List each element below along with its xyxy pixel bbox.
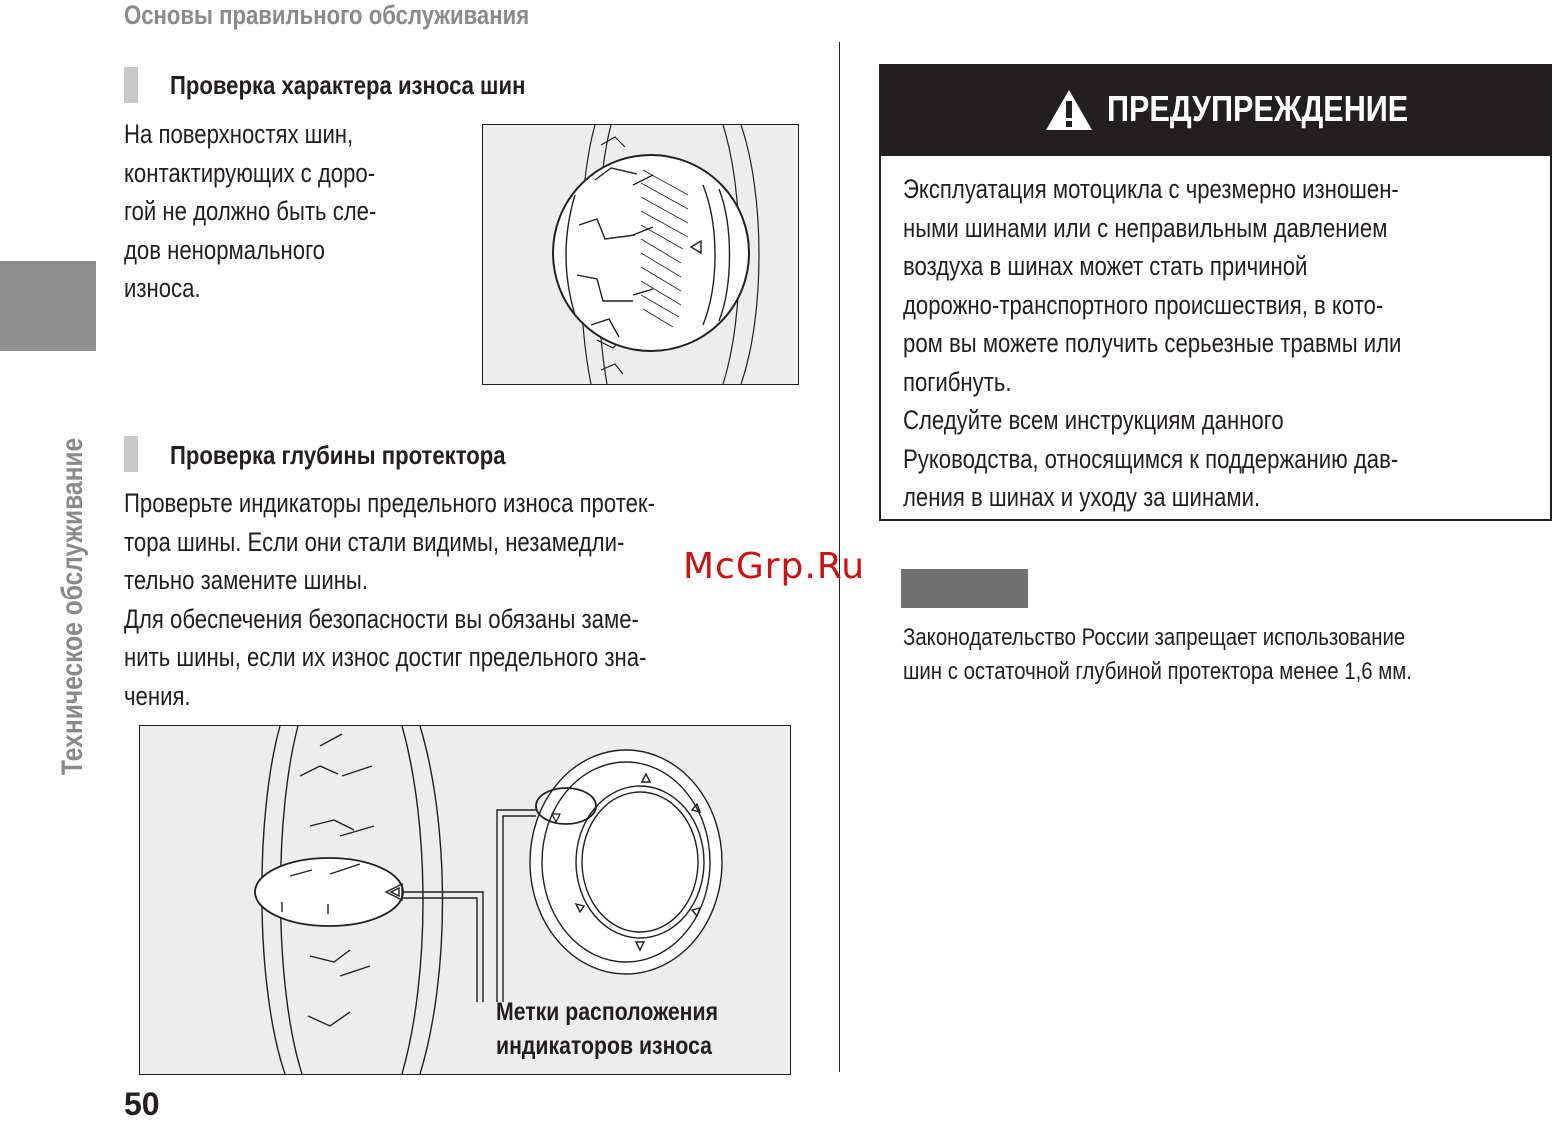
page-header-title: Основы правильного обслуживания (124, 0, 530, 30)
section-title-wear-pattern: Проверка характера износа шин (170, 70, 526, 100)
section-marker (124, 67, 138, 103)
warning-triangle-icon (1044, 88, 1094, 132)
chapter-tab (0, 261, 96, 351)
section-body-wear-pattern: На поверхностях шин, контактирующих с доро- гой не должно быть сле- дов ненормального износа. (124, 119, 377, 303)
warning-box (879, 64, 1552, 521)
section-title-tread-depth: Проверка глубины протектора (170, 440, 506, 470)
warning-body: Эксплуатация мотоцикла с чрезмерно изношен- ными шинами или с неправильным давлением воздуха в шинах может стать причиной дорожно-транспортного происшествия, в кото- ром вы можете получить серьезные травмы или погибнуть. Следуйте всем инструкциям данного Руководства, относящимся к поддержанию дав- ления в шинах и уходу за шинами. (903, 174, 1402, 512)
warning-title: ПРЕДУПРЕЖДЕНИЕ (1107, 88, 1409, 129)
tire-wear-illustration (483, 125, 798, 384)
page-number: 50 (124, 1086, 160, 1122)
section-marker (124, 436, 138, 472)
chapter-side-label: Техническое обслуживание (56, 437, 89, 775)
warning-header (881, 66, 1550, 156)
note-label-bar (901, 569, 1028, 608)
watermark: McGrp.Ru (683, 546, 866, 587)
wear-indicator-caption: Метки расположения индикаторов износа (496, 998, 718, 1060)
note-body: Законодательство России запрещает использование шин с остаточной глубиной протектора менее 1,6 мм. (903, 624, 1412, 685)
section-body-tread-depth: Проверьте индикаторы предельного износа протек- тора шины. Если они стали видимы, незамедли- тельно замените шины. Для обеспечения безопасности вы обязаны заме- нить шины, если их износ достиг предельного зна- чения. (124, 488, 655, 711)
tire-wear-figure (482, 124, 799, 385)
